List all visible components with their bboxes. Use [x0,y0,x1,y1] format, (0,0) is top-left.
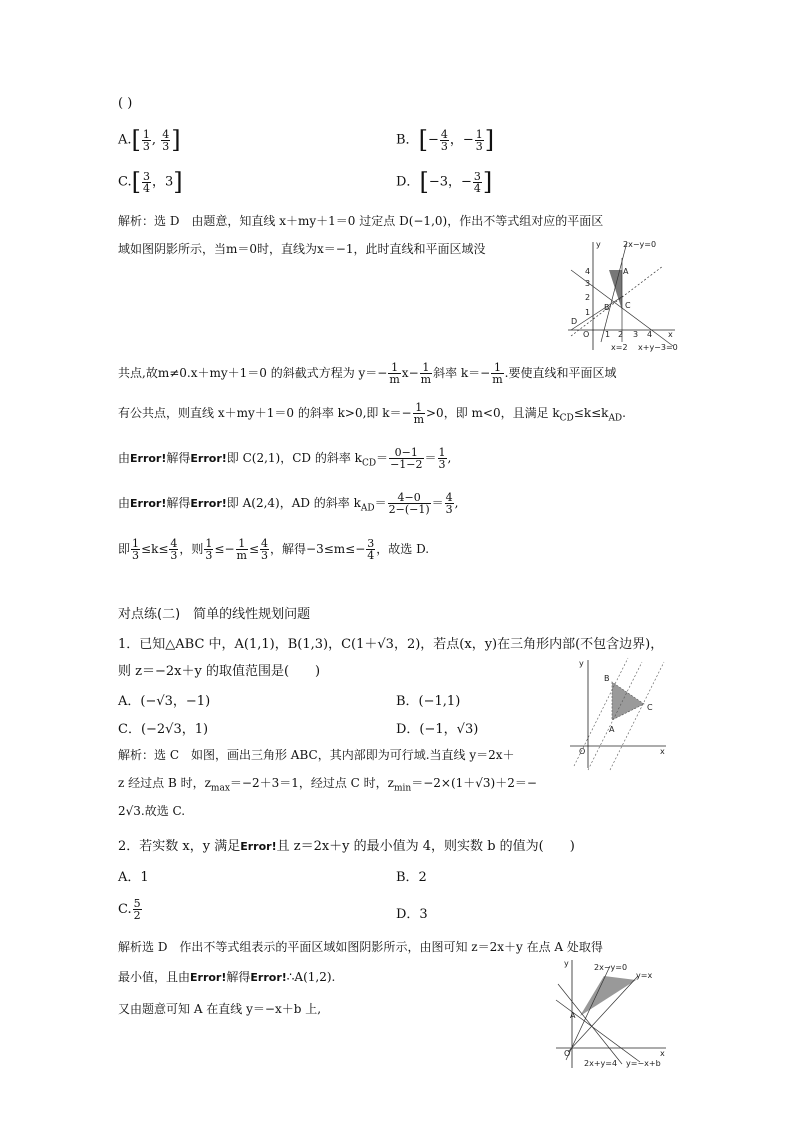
q1-solution-line-1: 解析：选 C 如图，画出三角形 ABC，其内部即为可行域.当直线 y＝2x＋ [118,748,515,762]
solution-line-5: 由Error!解得Error!即 C(2,1)，CD 的斜率 $k_{CD}=$ $\frac{0-1}{-1-2}$ ＝ $\frac{1}{3}$ , [118,446,452,471]
fig1-label: 1 [605,330,611,339]
q1-solution-line-2: z 经过点 B 时，$z_{max}=-2+3=1$，经过点 C 时，$z_{min}=-2\times(1+√3)+2=-$ [118,776,537,794]
fig1-label: x=2 [611,343,628,352]
fig3-label: y [564,959,569,968]
q2-stem: 2．若实数 x，y 满足Error!且 z＝2x＋y 的最小值为 4，则实数 b 的值为( ) [118,839,575,854]
fig1-label: C [625,301,631,310]
fig1-label: x+y−3=0 [638,343,678,352]
fig1-label: y [596,240,601,249]
q1-option-c: C．(−2√3，1) [118,722,209,737]
q1-option-a: A．(−√3，−1) [118,694,211,709]
fig1-label: 4 [647,330,653,339]
triangle-abc [612,682,644,720]
q1-option-d: D．(−1，√3) [396,722,479,737]
fig1-label: 3 [585,279,591,288]
solution-line-2: 域如图阴影所示，当m＝0时，直线为x＝−1，此时直线和平面区域没 [118,242,486,256]
q1-option-b: B．(−1,1) [396,694,461,709]
fig1-label: 3 [633,330,639,339]
option-b: B．[− $\frac{4}{3}$ ，− $\frac{1}{3}$ ] [396,126,495,154]
q1-stem-line-1: 1．已知△ABC 中，A(1,1)，B(1,3)，C(1＋√3，2)，若点(x，y)在三角形内部(不包含边界)， [118,637,664,652]
shaded-region [580,976,636,1016]
solution-line-7: 即 $\frac{1}{3}$ ≤k≤ $\frac{4}{3}$ ，则 $\frac{1}{3}$ ≤− $\frac{1}{m}$ ≤ $\frac{4}{3}$ ，解得−3≤m≤− $\frac{3}{4}$ ，故选 D. [118,537,430,562]
q1-stem-line-2: 则 z＝−2x＋y 的取值范围是( ) [118,664,321,679]
fig2-label: C [647,703,653,712]
q2-option-c: C. $\frac{5}{2}$ [118,897,141,922]
fig2-label: B [604,674,610,683]
solution-line-6: 由Error!解得Error!即 A(2,4)，AD 的斜率 $k_{AD}=$ $\frac{4-0}{2-(-1)}$ ＝ $\frac{4}{3}$ , [118,491,459,516]
solution-line-4: 有公共点，则直线 x＋my＋1＝0 的斜率 k>0,即 k＝− $\frac{1}{m}$ >0，即 m<0，且满足 $k_{CD}\le k\le k_{AD}$. [118,401,626,426]
fig3-label: 2x+y=4 [584,1059,618,1068]
fig3-label: A [570,1011,576,1020]
fig1-label: 1 [585,308,591,317]
fig3-label: x [660,1049,665,1058]
option-c: C.[ $\frac{3}{4}$ ，3] [118,168,183,196]
fig1-label: D [571,317,578,326]
section-title: 对点练(二) 简单的线性规划问题 [118,607,311,622]
q2-solution-line-2: 最小值，且由Error!解得Error!∴A(1,2). [118,970,336,984]
q1-solution-line-3: 2√3.故选 C. [118,804,186,818]
fig1-label: x [668,330,673,339]
q2-solution-line-3: 又由题意可知 A 在直线 y＝−x＋b 上, [118,1002,322,1016]
fig2-label: y [579,659,584,668]
dashed-line-2 [588,662,642,770]
option-a: A.[ $\frac{1}{3}$ , $\frac{4}{3}$ ] [118,126,181,154]
fig2-label: x [660,747,665,756]
fig1-label: 2x−y=0 [623,240,657,249]
fig3-label: O [564,1049,571,1058]
q2-option-b: B．2 [396,870,427,885]
q2-option-a: A．1 [118,870,149,885]
q2-option-d: D．3 [396,907,428,922]
fig3-label: 2x−y=0 [594,963,628,972]
figure-3-graph [548,956,672,1072]
figure-2-graph [566,654,670,772]
fig1-label: B [604,303,610,312]
fig3-label: y=x [636,971,653,980]
fig2-label: A [609,725,615,734]
answer-paren: ( ) [118,96,133,111]
line-dc [571,296,623,330]
fig1-label: 4 [585,267,591,276]
solution-line-3: 共点,故m≠0.x＋my＋1＝0 的斜截式方程为 y＝− $\frac{1}{m}$ x− $\frac{1}{m}$ 斜率 k＝− $\frac{1}{m}$ .要使直线和平面区域 [118,361,617,386]
fig1-label: 2 [618,330,624,339]
option-d: D．[−3，− $\frac{3}{4}$ ] [396,168,493,196]
figure-1-graph [563,238,688,354]
fig2-label: O [579,747,586,756]
fig3-label: y=−x+b [626,1059,661,1068]
q2-solution-line-1: 解析选 D 作出不等式组表示的平面区域如图阴影所示，由图可知 z＝2x＋y 在点 A 处取得 [118,940,603,954]
solution-line-1: 解析：选 D 由题意，知直线 x＋my＋1＝0 过定点 D(−1,0)，作出不等式组对应的平面区 [118,214,604,228]
fig1-label: A [623,267,629,276]
fig1-label: O [583,330,590,339]
line-2x-y [601,242,627,342]
fig1-label: 2 [585,293,591,302]
